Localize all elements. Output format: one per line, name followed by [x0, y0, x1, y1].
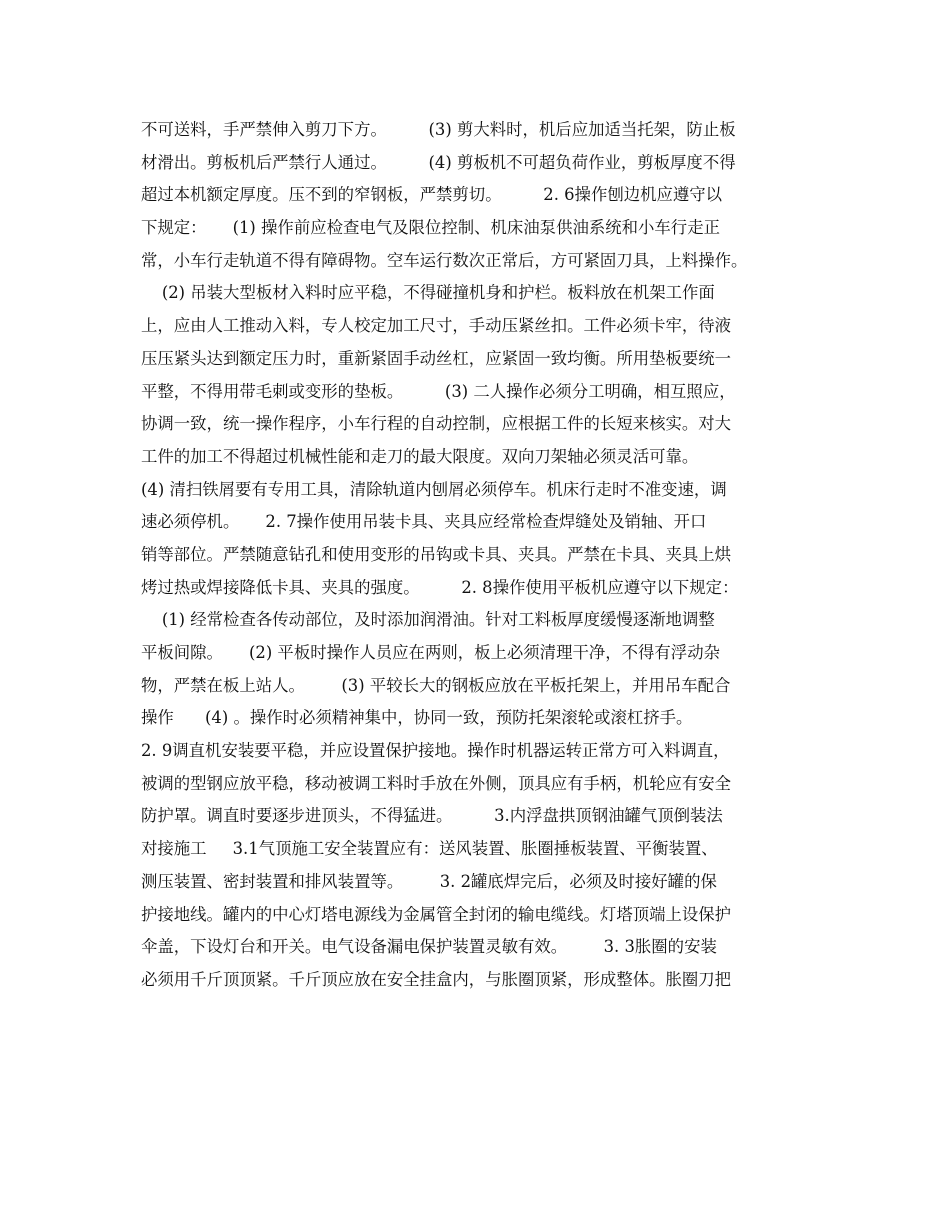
text-line: 护接地线。罐内的中心灯塔电源线为金属管全封闭的输电缆线。灯塔顶端上设保护 [141, 904, 732, 924]
text-line: 平整，不得用带毛刺或变形的垫板。 (3) 二人操作必须分工明确，相互照应， [141, 381, 736, 401]
text-line: 必须用千斤顶顶紧。千斤顶应放在安全挂盒内，与胀圈顶紧，形成整体。胀圈刀把 [141, 969, 732, 989]
text-line: 压压紧头达到额定压力时，重新紧固手动丝杠，应紧固一致均衡。所用垫板要统一 [141, 348, 732, 368]
text-line: 物，严禁在板上站人。 (3) 平较长大的钢板应放在平板托架上，并用吊车配合 [141, 675, 731, 695]
text-line: 对接施工 3.1气顶施工安全装置应有：送风装置、胀圈捶板装置、平衡装置、 [141, 839, 718, 859]
text-line: 协调一致，统一操作程序，小车行程的自动控制，应根据工件的长短来核实。对大 [141, 414, 732, 434]
text-line: 不可送料，手严禁伸入剪刀下方。 (3) 剪大料时，机后应加适当托架，防止板 [141, 120, 736, 139]
text-line: 防护罩。调直时要逐步进顶头，不得猛进。 3.内浮盘拱顶钢油罐气顶倒装法 [141, 806, 723, 826]
text-line: 伞盖，下设灯台和开关。电气设备漏电保护装置灵敏有效。 3. 3胀圈的安装 [141, 937, 717, 957]
text-line: 速必须停机。 2. 7操作使用吊装卡具、夹具应经常检查焊缝处及销轴、开口 [141, 512, 707, 532]
text-line: 超过本机额定厚度。压不到的窄钢板，严禁剪切。 2. 6操作刨边机应遵守以 [141, 185, 723, 205]
text-line: 操作 (4) 。操作时必须精神集中，协同一致，预防托架滚轮或滚杠挤手。 [141, 708, 693, 728]
text-line: (2) 吊装大型板材入料时应平稳，不得碰撞机身和护栏。板料放在机架工作面 [141, 283, 715, 303]
text-line: 工件的加工不得超过机械性能和走刀的最大限度。双向刀架轴必须灵活可靠。 [141, 446, 699, 466]
text-line: 下规定： (1) 操作前应检查电气及限位控制、机床油泵供油系统和小车行走正 [141, 218, 720, 238]
text-line: (4) 清扫铁屑要有专用工具，清除轨道内刨屑必须停车。机床行走时不准变速，调 [141, 479, 727, 499]
text-line: (1) 经常检查各传动部位，及时添加润滑油。针对工料板厚度缓慢逐渐地调整 [141, 610, 715, 630]
text-line: 材滑出。剪板机后严禁行人通过。 (4) 剪板机不可超负荷作业，剪板厚度不得 [141, 152, 736, 172]
text-line: 销等部位。严禁随意钻孔和使用变形的吊钩或卡具、夹具。严禁在卡具、夹具上烘 [141, 544, 732, 564]
text-line: 常，小车行走轨道不得有障碍物。空车运行数次正常后，方可紧固刀具，上料操作。 [141, 250, 748, 270]
text-line: 被调的型钢应放平稳，移动被调工料时手放在外侧，顶具应有手柄，机轮应有安全 [141, 773, 732, 793]
text-line: 烤过热或焊接降低卡具、夹具的强度。 2. 8操作使用平板机应遵守以下规定： [141, 577, 739, 597]
text-line: 平板间隙。 (2) 平板时操作人员应在两则，板上必须清理干净，不得有浮动杂 [141, 643, 720, 662]
text-line: 2. 9调直机安装要平稳，并应设置保护接地。操作时机器运转正常方可入料调直， [141, 741, 730, 761]
body-text [141, 114, 821, 997]
text-line: 上，应由人工推动入料，专人校定加工尺寸，手动压紧丝扣。工件必须卡牢，待液 [141, 316, 732, 336]
text-line: 测压装置、密封装置和排风装置等。 3. 2罐底焊完后，必须及时接好罐的保 [141, 871, 717, 891]
